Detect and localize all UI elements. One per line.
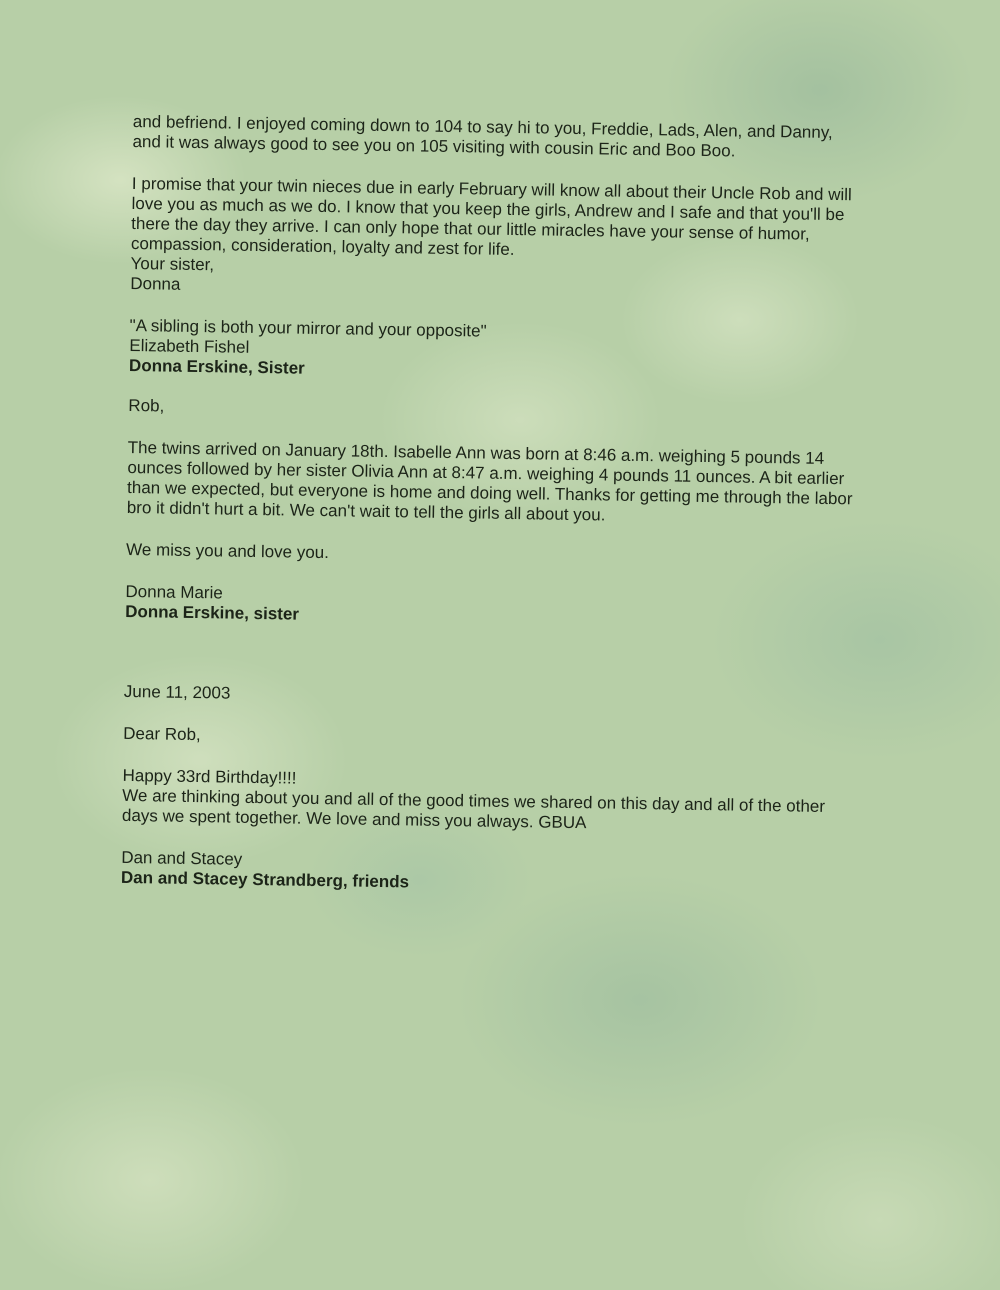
letter3-date: June 11, 2003: [123, 681, 231, 703]
letter3-greeting: Dear Rob,: [123, 723, 201, 745]
letter1-closing: Your sister,: [130, 253, 215, 275]
letter2-attribution: Donna Erskine, sister: [125, 601, 300, 624]
letter3-attribution: Dan and Stacey Strandberg, friends: [120, 867, 410, 892]
letter1-quote: "A sibling is both your mirror and your opposite": [129, 315, 487, 341]
letter2-paragraph-2: We miss you and love you.: [125, 539, 330, 563]
letter-from-donna-1: [129, 112, 863, 387]
letter3-line-1: Happy 33rd Birthday!!!!: [122, 765, 297, 788]
letter3-signature: Dan and Stacey: [121, 847, 243, 869]
letter-from-dan-and-stacey: [121, 682, 854, 899]
letter2-signature: Donna Marie: [125, 581, 223, 603]
letter1-attribution: Donna Erskine, Sister: [128, 355, 305, 378]
letter1-paragraph-2: I promise that your twin nieces due in early February will know all about their Uncle Rob and will love you as much as we do. I know that you keep the girls, Andrew and I safe and that you'll be there the day they arrive. I can only hope that our little miracles have your sense of humor, compassion, consideration, loyalty and zest for life.: [130, 173, 852, 260]
letter1-paragraph-1: and befriend. I enjoyed coming down to 104 to say hi to you, Freddie, Lads, Alen, and Danny, and it was always good to see you on 105 visiting with cousin Eric and Boo Boo.: [132, 112, 833, 161]
letter1-quote-author: Elizabeth Fishel: [129, 335, 250, 357]
letter1-signature: Donna: [130, 273, 181, 294]
document-page: [121, 112, 863, 899]
letter-from-donna-2: [125, 396, 858, 633]
letter2-paragraph-1: The twins arrived on January 18th. Isabelle Ann was born at 8:46 a.m. weighing 5 pounds 14 ounces followed by her sister Olivia Ann at 8:47 a.m. weighing 4 pounds 11 ounces. A bit earlier than we expected, but everyone is home and doing well. Thanks for getting me through the labor bro it didn't hurt a bit. We can't wait to tell the girls all about you.: [126, 437, 853, 525]
letter2-greeting: Rob,: [128, 395, 165, 416]
letter3-paragraph-1: We are thinking about you and all of the good times we shared on this day and all of the other days we spent together. We love and miss you always. GBUA: [121, 785, 826, 833]
